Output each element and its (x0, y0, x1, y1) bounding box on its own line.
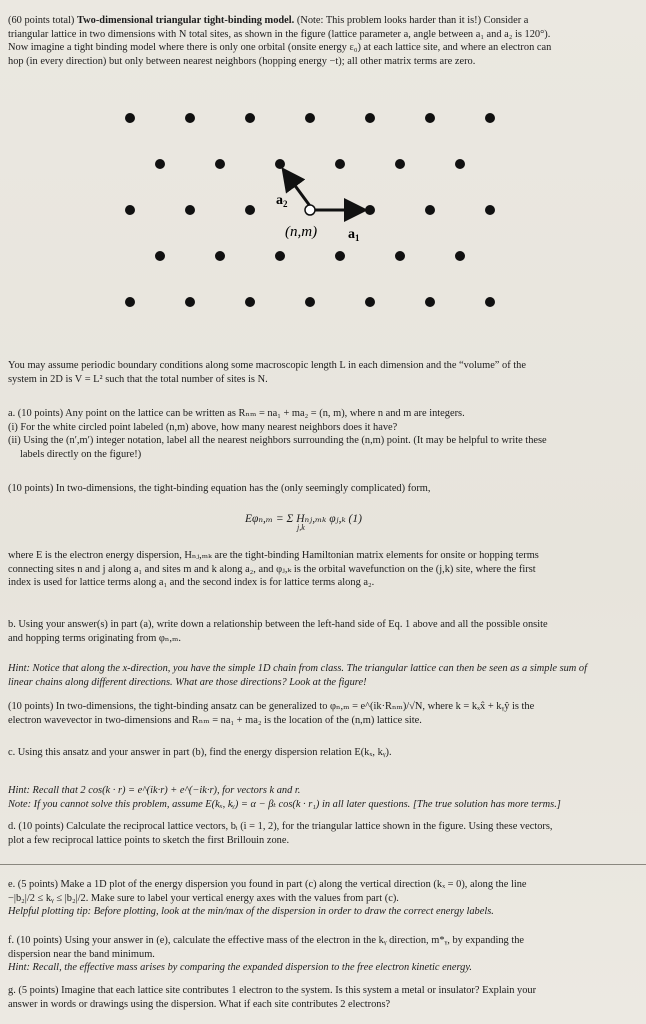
intro-line-3: Now imagine a tight binding model where there is only one orbital (onsite energy ε₀) at each lattice site, and where an electron can (8, 42, 552, 54)
part-f: f. (10 points) Using your answer in (e), calculate the effective mass of the electron in the kᵧ direction, m*ᵧ, by expanding the dispersion near the band minimum. Hint: Recall, the effective mass arises by comparing the expanded dispersion to the free electron kinetic energy. (8, 935, 525, 974)
hint-b: Hint: Notice that along the x-direction, you have the simple 1D chain from class. The triangular lattice can then be seen as a simple sum of linear chains along different directions. What are those directions? Look at the figure! (8, 663, 587, 688)
part-e: e. (5 points) Make a 1D plot of the energy dispersion you found in part (c) along the vertical direction (kₓ = 0), along the line −|b₂|/2 ≤ kᵧ ≤ |b₂|/2. Make sure to label your vertical energy axes with the values from part (c). Helpful plotting tip: Before plotting, look at the min/max of the dispersion in order to draw the correct energy labels. (8, 879, 527, 918)
lattice-point (125, 297, 135, 307)
lattice-point (185, 113, 195, 123)
part-c: c. Using this ansatz and your answer in part (b), find the energy dispersion relation E(kₓ, kᵧ). (8, 747, 392, 758)
lattice-point (305, 297, 315, 307)
lattice-point (275, 159, 285, 169)
lattice-point (395, 251, 405, 261)
lattice-point (275, 251, 285, 261)
problem-title: Two-dimensional triangular tight-binding model. (76, 15, 295, 26)
tight-binding-equation: Eφₙ,ₘ = Σ Hₙⱼ,ₘₖ φⱼ,ₖ (1) j,k (245, 513, 362, 532)
lattice-point (155, 159, 165, 169)
lattice-point (425, 297, 435, 307)
lattice-point (485, 113, 495, 123)
lattice-point (425, 113, 435, 123)
a2-vector-arrow (285, 172, 310, 206)
triangular-lattice-figure (100, 90, 520, 330)
lattice-point (245, 113, 255, 123)
a2-label: $a_2$ (276, 193, 288, 209)
lattice-point (455, 251, 465, 261)
hint-c: Hint: Recall that 2 cos(k · r) = e^(ik·r) + e^(−ik·r), for vectors k and r. Note: If you cannot solve this problem, assume E(kₓ, kᵧ) = α − βₜ cos(k · r₁) in all later questions. [The true solution has more terms.] (8, 785, 561, 810)
nm-label: (n,m) (285, 224, 318, 240)
lattice-point (485, 205, 495, 215)
lattice-point (215, 159, 225, 169)
lattice-point (455, 159, 465, 169)
problem-intro (8, 14, 638, 68)
lattice-point (335, 251, 345, 261)
intro-line-4: hop (in every direction) but only between nearest neighbors (hopping energy −t); all other matrix terms are zero. (8, 55, 476, 67)
part-b: b. Using your answer(s) in part (a), write down a relationship between the left-hand side of Eq. 1 above and all the possible onsite and hopping terms originating from φₙ,ₘ. (8, 619, 548, 644)
part-g: g. (5 points) Imagine that each lattice site contributes 1 electron to the system. Is this system a metal or insulator? Explain your answer in words or drawings using the dispersion. What if each site contributes 2 electrons? (8, 985, 537, 1010)
lattice-point (365, 297, 375, 307)
lattice-point (245, 205, 255, 215)
lattice-point (215, 251, 225, 261)
lattice-point (245, 297, 255, 307)
lattice-point (425, 205, 435, 215)
pbc-paragraph: You may assume periodic boundary conditions along some macroscopic length L in each dimension and the “volume” of the system in 2D is V = L² such that the total number of sites is N. (8, 360, 526, 385)
intro-line-2: triangular lattice in two dimensions with N total sites, as shown in the figure (lattice parameter a, angle between a₁ and a₂ is 120°). (8, 28, 551, 40)
lattice-point (365, 113, 375, 123)
part-b-intro: (10 points) In two-dimensions, the tight-binding equation has the (only seemingly complicated) form, (8, 483, 431, 494)
lattice-point (185, 205, 195, 215)
origin-site-nm (305, 205, 315, 215)
lattice-point (305, 113, 315, 123)
intro-line-1: (60 points total) Two-dimensional triangular tight-binding model. (Note: This problem looks harder than it is!) Consider a (8, 15, 529, 26)
lattice-point (155, 251, 165, 261)
part-b-definitions: where E is the electron energy dispersion, Hₙⱼ,ₘₖ are the tight-binding Hamiltonian matrix elements for onsite or hopping terms connecting sites n and j along a₁ and sites m and k along a₂, and φⱼ,ₖ is the orbital wavefunction on the (j,k) site, where the first index is used for lattice terms along a₁ and the second index is for lattice terms along a₂. (8, 550, 539, 589)
part-c-intro: (10 points) In two-dimensions, the tight-binding ansatz can be generalized to φₙ,ₘ = e^(ik·Rₙₘ)/√N, where k = kₓx̂ + kᵧŷ is the electron wavevector in two-dimensions and Rₙₘ = na₁ + ma₂ is the location of the (n,m) lattice site. (8, 701, 535, 726)
lattice-point (485, 297, 495, 307)
lattice-point (365, 205, 375, 215)
divider (0, 864, 646, 865)
lattice-point (185, 297, 195, 307)
part-a: a. (10 points) Any point on the lattice can be written as Rₙₘ = na₁ + ma₂ = (n, m), where n and m are integers. (i) For the white circled point labeled (n,m) above, how many nearest neighbors does it have? (ii) Using the (n′,m′) integer notation, label all the nearest neighbors surrounding the (n,m) point. (It may be helpful to write these labels directly on the figure!) (8, 408, 547, 460)
lattice-point (395, 159, 405, 169)
part-d: d. (10 points) Calculate the reciprocal lattice vectors, bᵢ (i = 1, 2), for the triangular lattice shown in the figure. Using these vectors, plot a few reciprocal lattice points to sketch the first Brillouin zone. (8, 821, 553, 846)
a1-label: $a_1$ (348, 227, 360, 243)
lattice-point (335, 159, 345, 169)
lattice-point (125, 205, 135, 215)
lattice-point (125, 113, 135, 123)
